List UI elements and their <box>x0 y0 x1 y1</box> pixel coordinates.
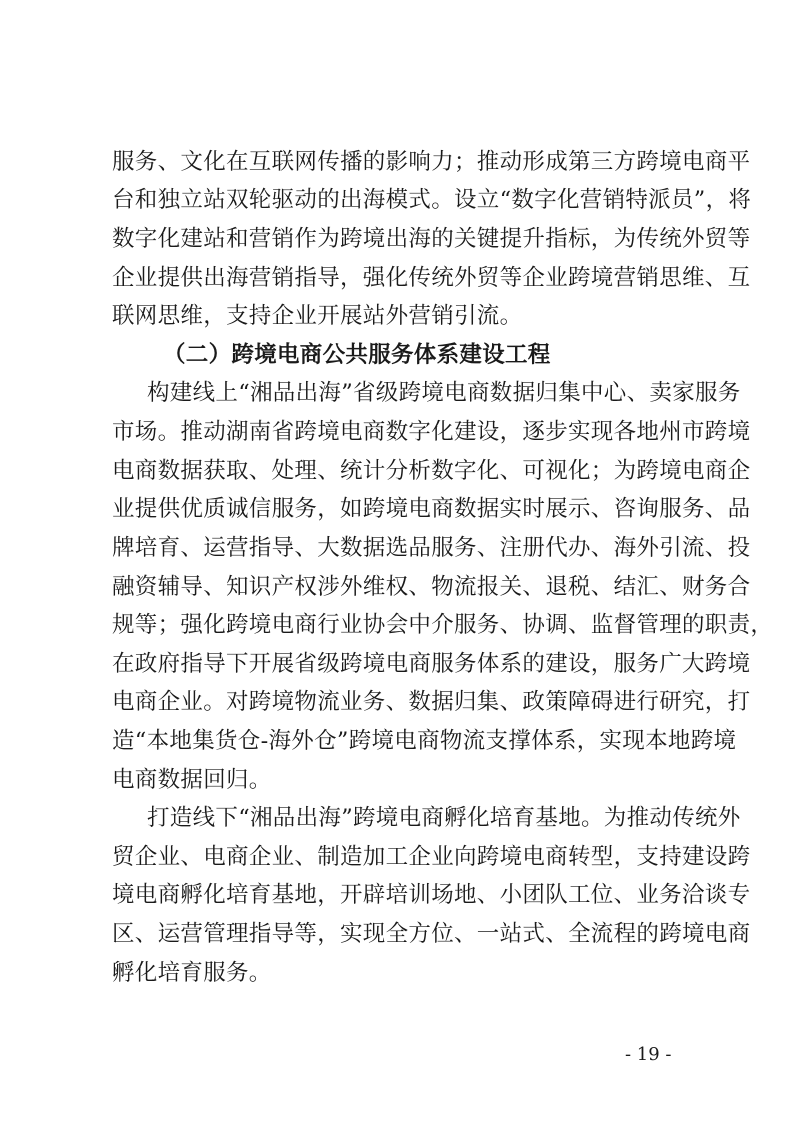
text-line: 电商数据获取、处理、统计分析数字化、可视化；为跨境电商企 <box>112 458 751 484</box>
text-line: 企业提供出海营销指导，强化传统外贸等企业跨境营销思维、互 <box>112 265 751 291</box>
text-line: 构建线上“湘品出海”省级跨境电商数据归集中心、卖家服务 <box>147 380 741 406</box>
text-line: 牌培育、运营指导、大数据选品服务、注册代办、海外引流、投 <box>112 535 751 561</box>
text-line: 孵化培育服务。 <box>112 960 272 986</box>
text-line: 造“本地集货仓-海外仓”跨境电商物流支撑体系，实现本地跨境 <box>112 728 737 754</box>
text-line: 境电商孵化培育基地，开辟培训场地、小团队工位、业务洽谈专 <box>112 882 751 908</box>
text-line: 在政府指导下开展省级跨境电商服务体系的建设，服务广大跨境 <box>112 651 751 677</box>
text-line: 业提供优质诚信服务，如跨境电商数据实时展示、咨询服务、品 <box>112 496 751 522</box>
text-line: 台和独立站双轮驱动的出海模式。设立“数字化营销特派员”，将 <box>112 187 752 213</box>
text-line: 贸企业、电商企业、制造加工企业向跨境电商转型，支持建设跨 <box>112 844 751 870</box>
text-line: 电商数据回归。 <box>112 767 272 793</box>
text-line: 数字化建站和营销作为跨境出海的关键提升指标，为传统外贸等 <box>112 226 751 252</box>
text-line: 服务、文化在互联网传播的影响力；推动形成第三方跨境电商平 <box>112 149 751 175</box>
section-heading: （二）跨境电商公共服务体系建设工程 <box>163 342 551 368</box>
text-line: 规等；强化跨境电商行业协会中介服务、协调、监督管理的职责， <box>112 612 774 638</box>
text-line: 电商企业。对跨境物流业务、数据归集、政策障碍进行研究，打 <box>112 689 751 715</box>
text-line: 融资辅导、知识产权涉外维权、物流报关、退税、结汇、财务合 <box>112 574 751 600</box>
text-line: 打造线下“湘品出海”跨境电商孵化培育基地。为推动传统外 <box>147 805 741 831</box>
text-line: 区、运营管理指导等，实现全方位、一站式、全流程的跨境电商 <box>112 921 751 947</box>
text-line: 市场。推动湖南省跨境电商数字化建设，逐步实现各地州市跨境 <box>112 419 751 445</box>
page-number: - 19 - <box>625 1044 672 1065</box>
text-line: 联网思维，支持企业开展站外营销引流。 <box>112 303 523 329</box>
